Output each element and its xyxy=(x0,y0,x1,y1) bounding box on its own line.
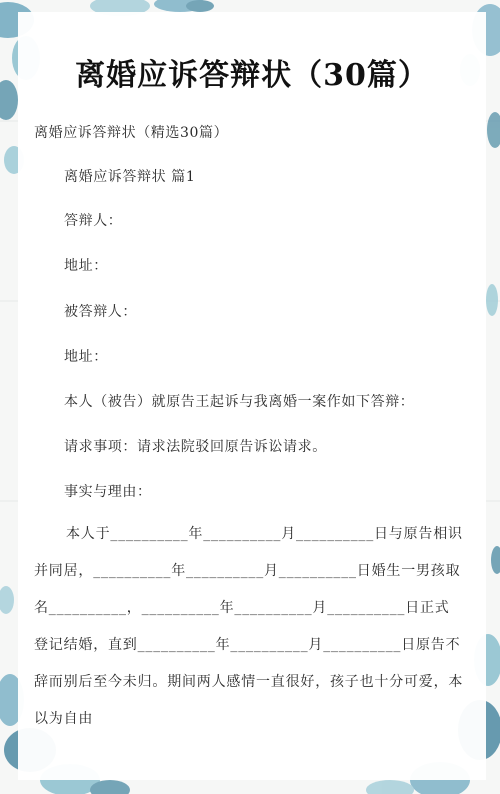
respondent-address-label: 地址： xyxy=(64,258,108,274)
document-title: 离婚应诉答辩状（30篇） xyxy=(75,58,429,93)
respondent-label: 答辩人： xyxy=(64,213,123,229)
counterparty-address-label: 地址： xyxy=(64,349,108,365)
facts-body: 本人于__________年__________月__________日与原告相识并同居，__________年__________月__________日婚生一男孩取名__________，__________年__________月__________日正式登记结婚，直到__________年__________月__________日原告不辞而别后至今未归。期间两人感情一直很好，孩子也十分可爱，本以为自由 xyxy=(34,526,464,727)
facts-heading: 事实与理由： xyxy=(64,484,152,500)
facts-paragraph xyxy=(34,516,464,738)
document-page xyxy=(18,12,486,780)
counterparty-label: 被答辩人： xyxy=(64,304,137,320)
document-subtitle: 离婚应诉答辩状（精选30篇） xyxy=(34,125,229,141)
request-text: 请求事项：请求法院驳回原告诉讼请求。 xyxy=(64,439,327,455)
statement-text: 本人（被告）就原告王起诉与我离婚一案作如下答辩： xyxy=(64,394,415,410)
section-heading: 离婚应诉答辩状 篇1 xyxy=(64,169,196,185)
